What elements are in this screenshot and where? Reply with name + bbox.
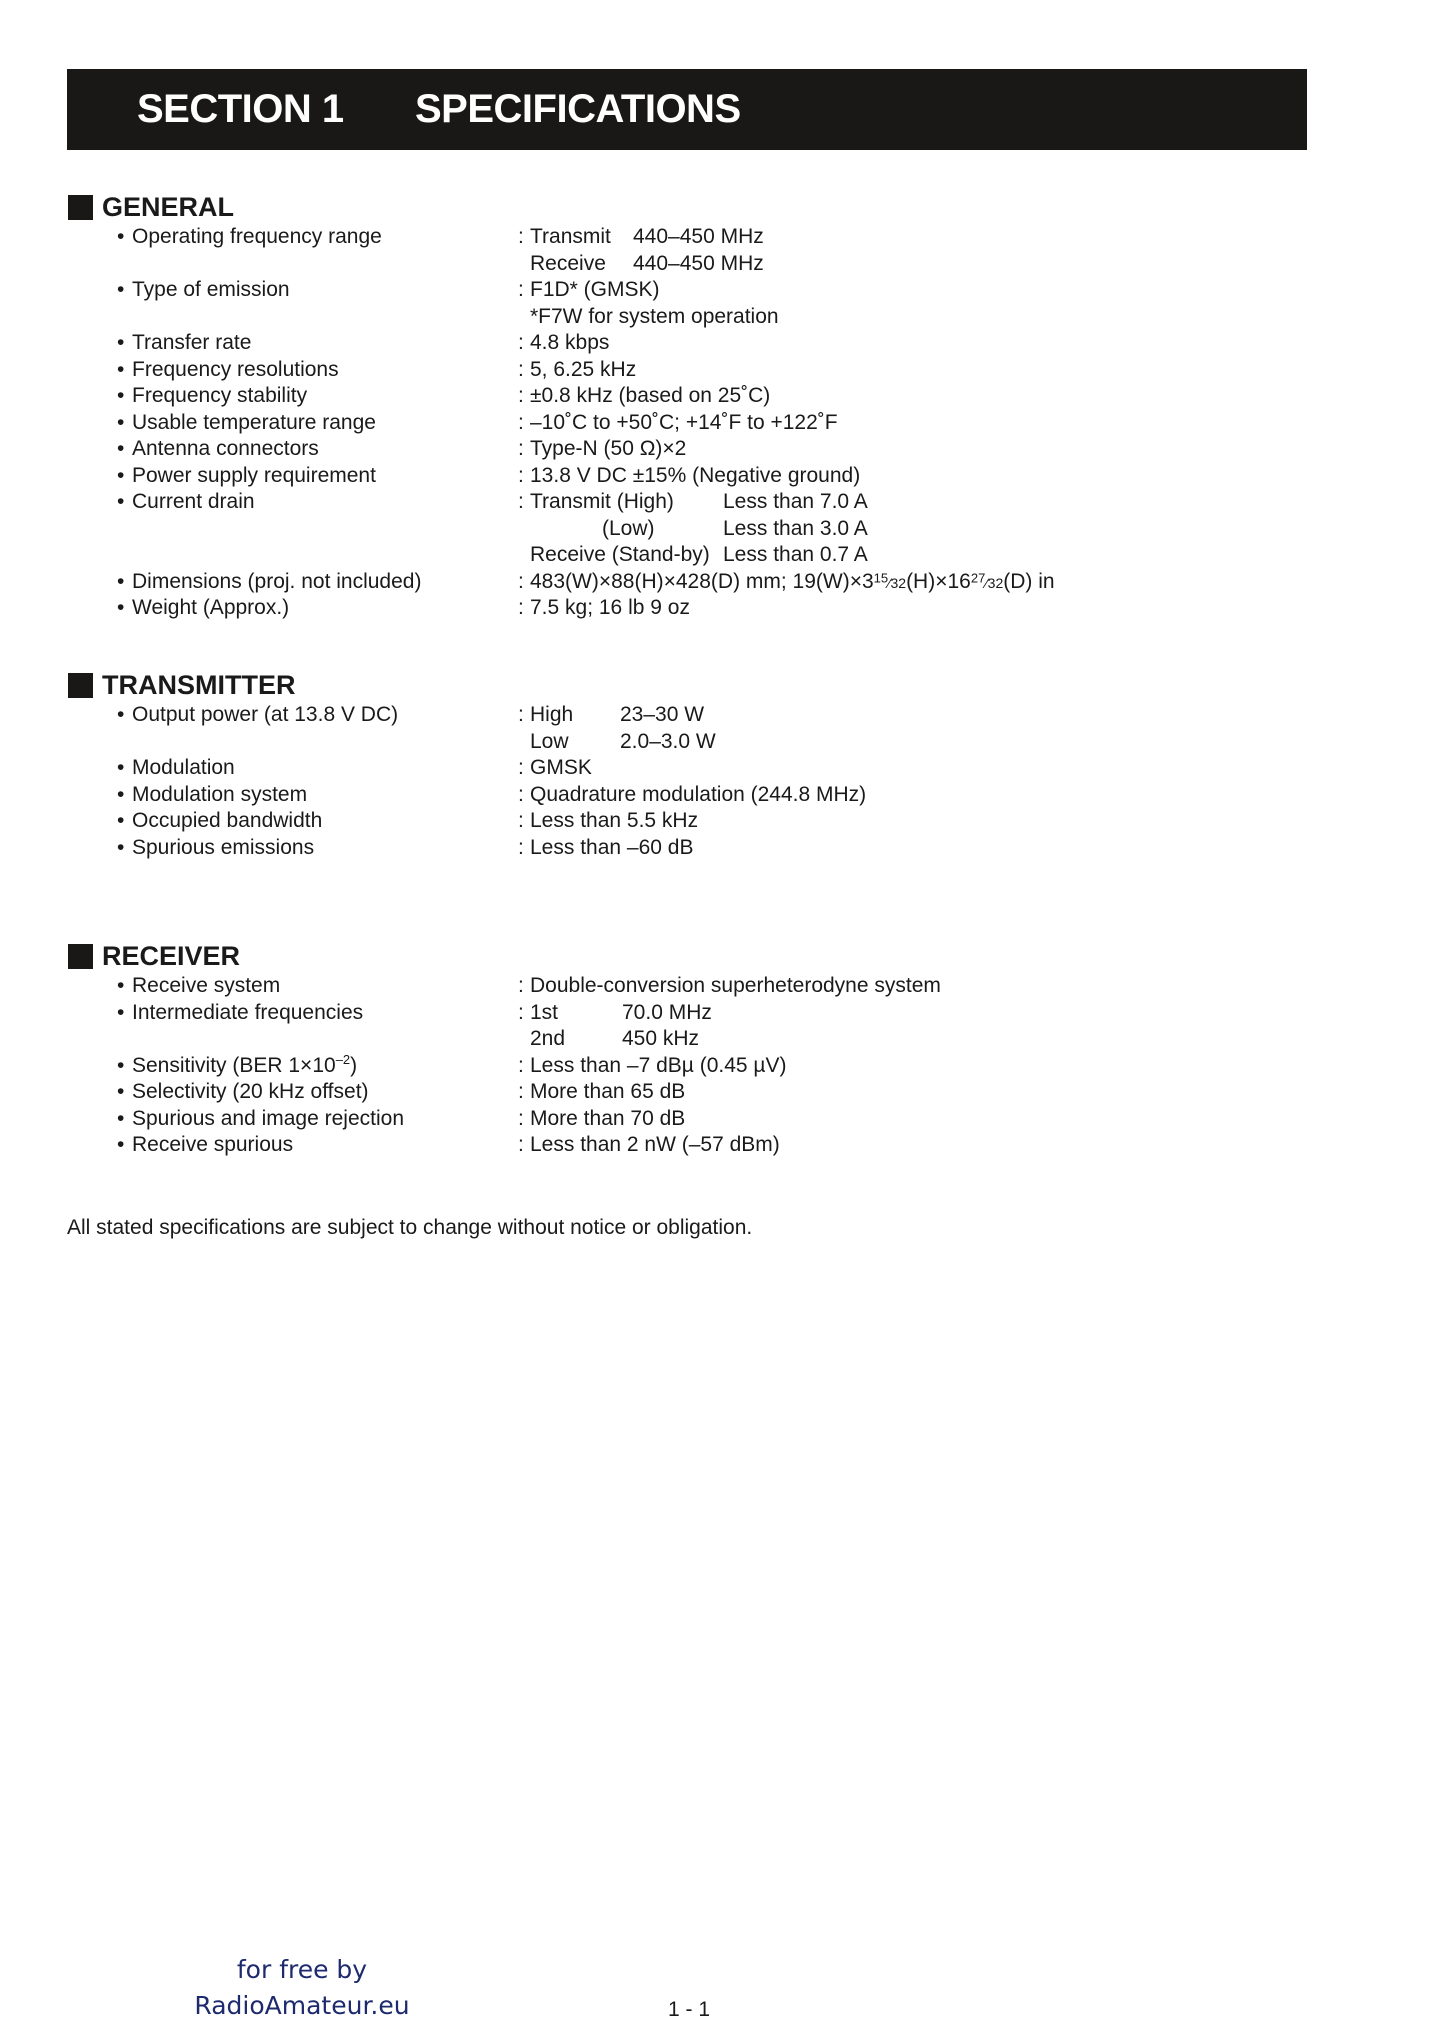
spec-value: 5, 6.25 kHz	[530, 357, 637, 381]
colon: :	[518, 1106, 524, 1130]
bullet-icon: •	[117, 974, 125, 997]
spec-value: 7.5 kg; 16 lb 9 oz	[530, 596, 690, 619]
spec-value: 440–450 MHz	[633, 251, 764, 275]
colon: :	[518, 596, 524, 619]
spec-value: (Low)	[602, 516, 655, 540]
bullet-icon: •	[117, 357, 125, 381]
spec-value: 1st	[530, 1000, 559, 1024]
spec-label: Spurious emissions	[132, 835, 315, 859]
spec-value: Transmit (High)	[530, 490, 674, 513]
spec-value: Receive (Stand-by)	[530, 543, 710, 566]
spec-value: Transmit	[530, 225, 611, 248]
spec-value: Less than 2 nW (–57 dBm)	[530, 1133, 780, 1156]
square-bullet-icon	[68, 673, 93, 698]
spec-row	[0, 542, 1445, 569]
section-number: SECTION 1	[137, 87, 344, 131]
spec-label: Sensitivity (BER $1\times 10^{-2}$)	[132, 1051, 358, 1077]
bullet-icon: •	[117, 331, 125, 354]
colon: :	[518, 278, 524, 301]
spec-value: 2nd	[530, 1027, 566, 1050]
spec-label: Current drain	[132, 490, 255, 513]
spec-label: Dimensions (proj. not included)	[132, 569, 422, 593]
spec-row	[0, 1026, 1445, 1053]
spec-row	[0, 410, 1445, 437]
spec-row	[0, 755, 1445, 782]
bullet-icon: •	[117, 1000, 125, 1024]
bullet-icon: •	[117, 463, 125, 487]
spec-value: Less than 0.7 A	[723, 543, 868, 566]
spec-value: Low	[530, 729, 569, 753]
bullet-icon: •	[117, 569, 125, 593]
bullet-icon: •	[117, 1106, 125, 1130]
spec-row	[0, 835, 1445, 862]
spec-value: F1D* (GMSK)	[530, 278, 660, 301]
spec-value: More than 65 dB	[530, 1080, 686, 1103]
transmitter-title: TRANSMITTER	[102, 670, 296, 700]
spec-label: Antenna connectors	[132, 437, 319, 460]
bullet-icon: •	[117, 1133, 125, 1156]
spec-label: Type of emission	[132, 278, 290, 301]
square-bullet-icon	[68, 944, 93, 969]
spec-label: Frequency stability	[132, 384, 308, 407]
spec-label: Selectivity (20 kHz offset)	[132, 1080, 369, 1103]
colon: :	[518, 756, 524, 779]
spec-row	[0, 304, 1445, 331]
spec-value: 450 kHz	[622, 1027, 700, 1050]
colon: :	[518, 1053, 524, 1077]
spec-row	[0, 702, 1445, 729]
bullet-icon: •	[117, 782, 125, 806]
bullet-icon: •	[117, 1080, 125, 1103]
bullet-icon: •	[117, 225, 125, 248]
general-title: GENERAL	[102, 192, 235, 222]
spec-label: Receive spurious	[132, 1133, 294, 1156]
spec-value: *F7W for system operation	[530, 304, 779, 328]
colon: :	[518, 331, 524, 354]
colon: :	[518, 437, 524, 460]
spec-row	[0, 224, 1445, 251]
colon: :	[518, 225, 524, 248]
spec-row	[0, 516, 1445, 543]
bullet-icon: •	[117, 809, 125, 832]
spec-row	[0, 436, 1445, 463]
spec-label: Occupied bandwidth	[132, 809, 323, 832]
spec-row	[0, 808, 1445, 835]
spec-value: 23–30 W	[620, 703, 705, 726]
bullet-icon: •	[117, 703, 125, 726]
colon: :	[518, 782, 524, 806]
colon: :	[518, 410, 524, 434]
bullet-icon: •	[117, 410, 125, 434]
colon: :	[518, 357, 524, 381]
spec-row	[0, 330, 1445, 357]
spec-label: Output power (at 13.8 V DC)	[132, 703, 399, 726]
spec-value: Less than –7 dBµ (0.45 µV)	[530, 1053, 787, 1077]
square-bullet-icon	[68, 195, 93, 220]
footnote: All stated specifications are subject to change without notice or obligation.	[67, 1216, 753, 1239]
watermark-credit	[182, 1952, 422, 2024]
spec-value: More than 70 dB	[530, 1106, 686, 1130]
spec-value: 440–450 MHz	[633, 225, 764, 248]
spec-row	[0, 1106, 1445, 1133]
spec-row	[0, 489, 1445, 516]
bullet-icon: •	[117, 756, 125, 779]
spec-value: Receive	[530, 251, 606, 275]
spec-value: 4.8 kbps	[530, 331, 610, 354]
section-title: SPECIFICATIONS	[415, 87, 741, 131]
bullet-icon: •	[117, 437, 125, 460]
colon: :	[518, 569, 524, 593]
spec-label: Usable temperature range	[132, 410, 376, 434]
spec-label: Weight (Approx.)	[132, 596, 290, 619]
spec-value: 13.8 V DC ±15% (Negative ground)	[530, 463, 861, 487]
page-number: 1 - 1	[668, 1998, 711, 2021]
colon: :	[518, 974, 524, 997]
colon: :	[518, 1133, 524, 1156]
bullet-icon: •	[117, 835, 125, 859]
spec-value: 70.0 MHz	[622, 1000, 712, 1024]
colon: :	[518, 463, 524, 487]
spec-label: Transfer rate	[132, 331, 252, 354]
bullet-icon: •	[117, 384, 125, 407]
spec-value: –10˚C to +50˚C; +14˚F to +122˚F	[530, 410, 838, 434]
spec-label: Operating frequency range	[132, 225, 382, 248]
spec-value: GMSK	[530, 756, 592, 779]
colon: :	[518, 490, 524, 513]
spec-row	[0, 1132, 1445, 1159]
spec-label: Frequency resolutions	[132, 357, 339, 381]
spec-value: High	[530, 703, 574, 726]
spec-label: Spurious and image rejection	[132, 1106, 404, 1130]
spec-row	[0, 383, 1445, 410]
spec-row	[0, 729, 1445, 756]
spec-value: ±0.8 kHz (based on 25˚C)	[530, 384, 771, 407]
spec-value: Less than 7.0 A	[723, 490, 868, 513]
spec-value: Quadrature modulation (244.8 MHz)	[530, 782, 867, 806]
spec-row	[0, 595, 1445, 622]
spec-row	[0, 973, 1445, 1000]
spec-value: Less than 3.0 A	[723, 516, 868, 540]
colon: :	[518, 1000, 524, 1024]
credit-line1: for free by	[236, 1955, 368, 1984]
colon: :	[518, 809, 524, 832]
spec-row	[0, 1000, 1445, 1027]
bullet-icon: •	[117, 490, 125, 513]
section-title-bar	[67, 69, 1307, 150]
spec-row	[0, 277, 1445, 304]
colon: :	[518, 1080, 524, 1103]
bullet-icon: •	[117, 1053, 125, 1077]
spec-label: Modulation system	[132, 782, 308, 806]
spec-value: 483(W)×88(H)×428(D) mm; $19(W)\times 3^{15}⁄32(H)\times 16^{27}⁄32(D)$ in	[530, 569, 1055, 593]
spec-label: Intermediate frequencies	[132, 1000, 364, 1024]
spec-row	[0, 1079, 1445, 1106]
spec-value: Less than 5.5 kHz	[530, 809, 699, 832]
colon: :	[518, 384, 524, 407]
spec-value: Double-conversion superheterodyne system	[530, 974, 941, 997]
spec-value: 2.0–3.0 W	[620, 729, 716, 753]
spec-label: Power supply requirement	[132, 463, 376, 487]
spec-row	[0, 569, 1445, 596]
spec-row	[0, 463, 1445, 490]
spec-row	[0, 251, 1445, 278]
spec-label: Modulation	[132, 756, 235, 779]
spec-row	[0, 1053, 1445, 1080]
colon: :	[518, 835, 524, 859]
spec-row	[0, 782, 1445, 809]
bullet-icon: •	[117, 278, 125, 301]
spec-label: Receive system	[132, 974, 281, 997]
credit-line2: RadioAmateur.eu	[194, 1991, 410, 2020]
bullet-icon: •	[117, 596, 125, 619]
spec-value: Type-N (50 Ω)×2	[530, 437, 687, 460]
spec-value: Less than –60 dB	[530, 835, 694, 859]
spec-row	[0, 357, 1445, 384]
receiver-title: RECEIVER	[102, 941, 241, 971]
colon: :	[518, 703, 524, 726]
